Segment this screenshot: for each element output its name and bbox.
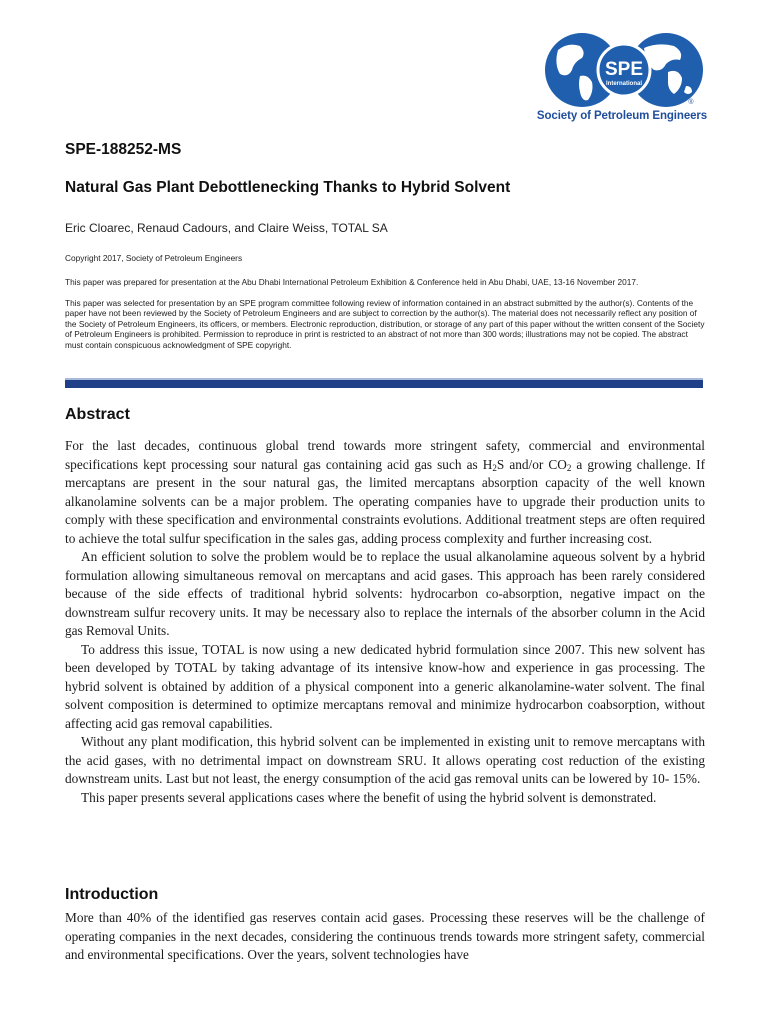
abstract-body — [65, 437, 705, 807]
abstract-paragraph: An efficient solution to solve the problem would be to replace the usual alkanolamine aqueous solvent by a hybrid formulation allowing simultaneous removal on mercaptans and acid gases. This approach has been rarely considered because of the side effects of traditional hybrid solvents: hydrocarbon co-absorption, negative impact on the downstream sulfur recovery units. It may be necessary also to replace the internals of the absorber column in the Acid gas Removal Units. — [65, 549, 705, 638]
abstract-paragraph: This paper presents several applications cases where the benefit of using the hybrid solvent is demonstrated. — [81, 789, 657, 805]
introduction-heading: Introduction — [65, 886, 159, 903]
authors: Eric Cloarec, Renaud Cadours, and Claire Weiss, TOTAL SA — [65, 221, 388, 235]
paper-number: SPE-188252-MS — [65, 141, 182, 158]
paper-title: Natural Gas Plant Debottlenecking Thanks to Hybrid Solvent — [65, 179, 511, 196]
org-name: Society of Petroleum Engineers — [536, 110, 708, 122]
introduction-body — [65, 909, 705, 965]
abstract-paragraph: To address this issue, TOTAL is now using a new dedicated hybrid formulation since 2007. This new solvent has been developed by TOTAL by taking advantage of its intensive know-how and experience in gas processing. The hybrid solvent is obtained by addition of a physical component into a generic alkanolamine-water solvent. The final solvent composition is determined to optimize mercaptans removal and minimize hydrocarbon coabsorption, without affecting acid gas removal capabilities. — [65, 641, 705, 731]
abstract-paragraph: Without any plant modification, this hybrid solvent can be implemented in existing unit to remove mercaptans with the acid gases, with no detrimental impact on downstream SRU. It allows operating cost reduction of the existing downstream units. Last but not least, the energy consumption of the acid gas removal units can be lowered by 10- 15%. — [65, 734, 705, 786]
copyright-notice: Copyright 2017, Society of Petroleum Engineers — [65, 253, 243, 263]
introduction-paragraph: More than 40% of the identified gas reserves contain acid gases. Processing these reserves will be the challenge of operating companies in the next decades, considering the continuous trends towards more stringent safety, commercial and environmental specifications. Over the years, solvent technologies have — [65, 910, 705, 962]
badge-spe-text: SPE — [604, 59, 644, 80]
registered-mark: ® — [688, 99, 694, 106]
disclaimer-notice: This paper was selected for presentation by an SPE program committee following review of information contained in an abstract submitted by the author(s). Contents of the paper have not been reviewed by the Society of Petroleum Engineers and are subject to correction by the author(s). The material does not necessarily reflect any position of the Society of Petroleum Engineers, its officers, or members. Electronic reproduction, distribution, or storage of any part of this paper without the written consent of the Society of Petroleum Engineers is prohibited. Permission to reproduce in print is restricted to an abstract of not more than 300 words; illustrations may not be copied. The abstract must contain conspicuous acknowledgment of SPE copyright. — [65, 298, 705, 350]
badge-international-text: International — [605, 81, 643, 87]
presentation-notice: This paper was prepared for presentation at the Abu Dhabi International Petroleum Exhibition & Conference held in Abu Dhabi, UAE, 13-16 November 2017. — [65, 277, 639, 287]
section-divider — [65, 378, 703, 390]
abstract-paragraph: For the last decades, continuous global trend towards more stringent safety, commercial and environmental specifications kept processing sour natural gas containing acid gas such as $H_2S$ and/or $CO_2$ a growing challenge. If mercaptans are present in the sour natural gas, the limited mercaptans absorption capacity of the well known alkanolamine solvents can be a major problem. The operating companies have to upgrade their production units to comply with these specification and environmental constraints evolutions. Additional treatment steps are often required to achieve the total sulfur specification in the sales gas, adding process complexity and further increasing cost. — [65, 438, 706, 546]
abstract-heading: Abstract — [65, 406, 130, 423]
